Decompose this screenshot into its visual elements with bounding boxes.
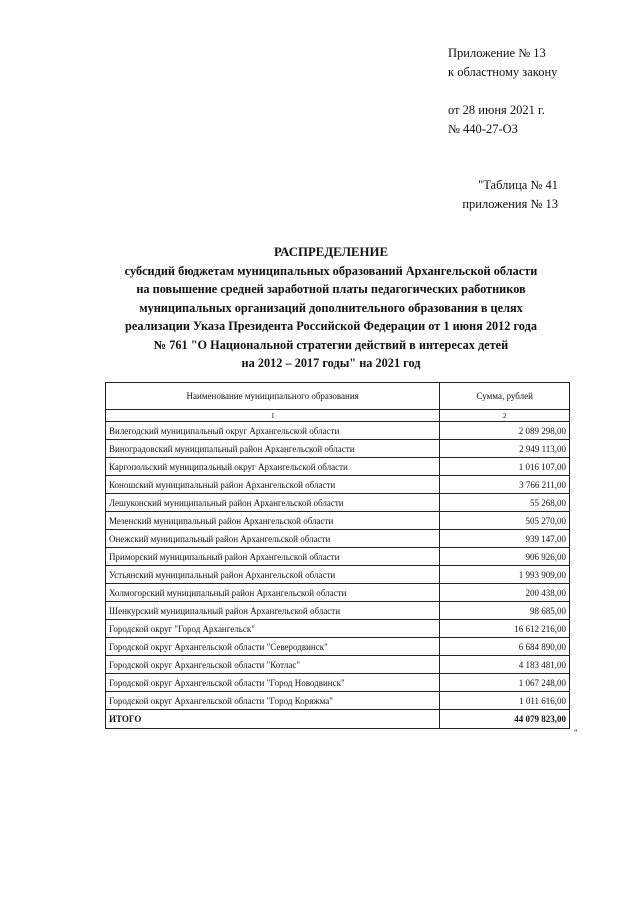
subsidy-sum: 1 993 909,00: [440, 566, 570, 584]
table-row: [106, 512, 570, 530]
column-number-1: 1: [106, 410, 440, 422]
subsidy-sum: 1 011 616,00: [440, 692, 570, 710]
subsidy-sum: 2 089 298,00: [440, 422, 570, 440]
heading-line-1: субсидий бюджетам муниципальных образований Архангельской области: [124, 263, 538, 278]
column-header-sum: Сумма, рублей: [440, 383, 570, 410]
table-row: [106, 620, 570, 638]
subsidy-sum: 6 684 890,00: [440, 638, 570, 656]
table-row: [106, 458, 570, 476]
municipality-name: Лешуконский муниципальный район Архангельской области: [106, 494, 440, 512]
column-number-row: [106, 410, 570, 422]
heading-title: РАСПРЕДЕЛЕНИЕ: [273, 245, 388, 259]
total-sum: 44 079 823,00: [440, 710, 570, 729]
subsidy-sum: 55 268,00: [440, 494, 570, 512]
table-row: [106, 530, 570, 548]
table-row: [106, 548, 570, 566]
document-heading: [92, 243, 570, 373]
municipality-name: Городской округ Архангельской области "Котлас": [106, 656, 440, 674]
table-row: [106, 692, 570, 710]
table-row: [106, 638, 570, 656]
table-ref-line-2: приложения № 13: [462, 197, 558, 211]
appendix-line-2: к областному закону: [448, 65, 558, 79]
table-row: [106, 584, 570, 602]
municipality-name: Виноградовский муниципальный район Архангельской области: [106, 440, 440, 458]
subsidy-sum: 1 016 107,00: [440, 458, 570, 476]
heading-line-2: на повышение средней заработной платы педагогических работников: [136, 282, 526, 296]
subsidy-sum: 16 612 216,00: [440, 620, 570, 638]
table-row: [106, 494, 570, 512]
table-header-row: [106, 383, 570, 410]
municipality-name: Шенкурский муниципальный район Архангельской области: [106, 602, 440, 620]
subsidy-sum: 1 067 248,00: [440, 674, 570, 692]
municipality-name: Каргопольский муниципальный округ Архангельской области: [106, 458, 440, 476]
table-row: [106, 566, 570, 584]
heading-line-5: № 761 "О Национальной стратегии действий в интересах детей: [153, 337, 509, 352]
table-row: [106, 440, 570, 458]
heading-line-6: на 2012 – 2017 годы" на 2021 год: [241, 356, 421, 370]
municipality-name: Городской округ "Город Архангельск": [106, 620, 440, 638]
subsidy-sum: 4 183 481,00: [440, 656, 570, 674]
table-row: [106, 674, 570, 692]
table-row: [106, 602, 570, 620]
municipality-name: Вилегодский муниципальный округ Архангельской области: [106, 422, 440, 440]
municipality-name: Онежский муниципальный район Архангельской области: [106, 530, 440, 548]
municipality-name: Холмогорский муниципальный район Архангельской области: [106, 584, 440, 602]
subsidy-sum: 2 949 113,00: [440, 440, 570, 458]
table-row: [106, 656, 570, 674]
total-row: [106, 710, 570, 729]
total-label: ИТОГО: [106, 710, 440, 729]
subsidy-sum: 939 147,00: [440, 530, 570, 548]
column-number-2: 2: [440, 410, 570, 422]
municipality-name: Коношский муниципальный район Архангельской области: [106, 476, 440, 494]
appendix-line-4: № 440-27-ОЗ: [448, 122, 518, 136]
appendix-line-3: от 28 июня 2021 г.: [448, 103, 545, 117]
table-row: [106, 422, 570, 440]
table-reference: [462, 176, 558, 214]
appendix-header: [448, 44, 557, 139]
heading-line-3: муниципальных организаций дополнительного образования в целях: [139, 300, 523, 315]
municipality-name: Мезенский муниципальный район Архангельской области: [106, 512, 440, 530]
column-header-name: Наименование муниципального образования: [106, 383, 440, 410]
municipality-name: Городской округ Архангельской области "Город Коряжма": [106, 692, 440, 710]
distribution-table: [105, 382, 570, 729]
appendix-line-1: Приложение № 13: [448, 46, 546, 60]
table-body: [106, 422, 570, 710]
subsidy-sum: 98 685,00: [440, 602, 570, 620]
municipality-name: Городской округ Архангельской области "Северодвинск": [106, 638, 440, 656]
subsidy-sum: 3 766 211,00: [440, 476, 570, 494]
subsidy-sum: 200 438,00: [440, 584, 570, 602]
table-row: [106, 476, 570, 494]
subsidy-sum: 505 270,00: [440, 512, 570, 530]
closing-quote-mark: ": [574, 728, 578, 738]
subsidy-sum: 906 926,00: [440, 548, 570, 566]
table-ref-line-1: "Таблица № 41: [478, 178, 558, 192]
heading-line-4: реализации Указа Президента Российской Федерации от 1 июня 2012 года: [125, 319, 537, 333]
municipality-name: Приморский муниципальный район Архангельской области: [106, 548, 440, 566]
municipality-name: Устьянский муниципальный район Архангельской области: [106, 566, 440, 584]
municipality-name: Городской округ Архангельской области "Город Новодвинск": [106, 674, 440, 692]
